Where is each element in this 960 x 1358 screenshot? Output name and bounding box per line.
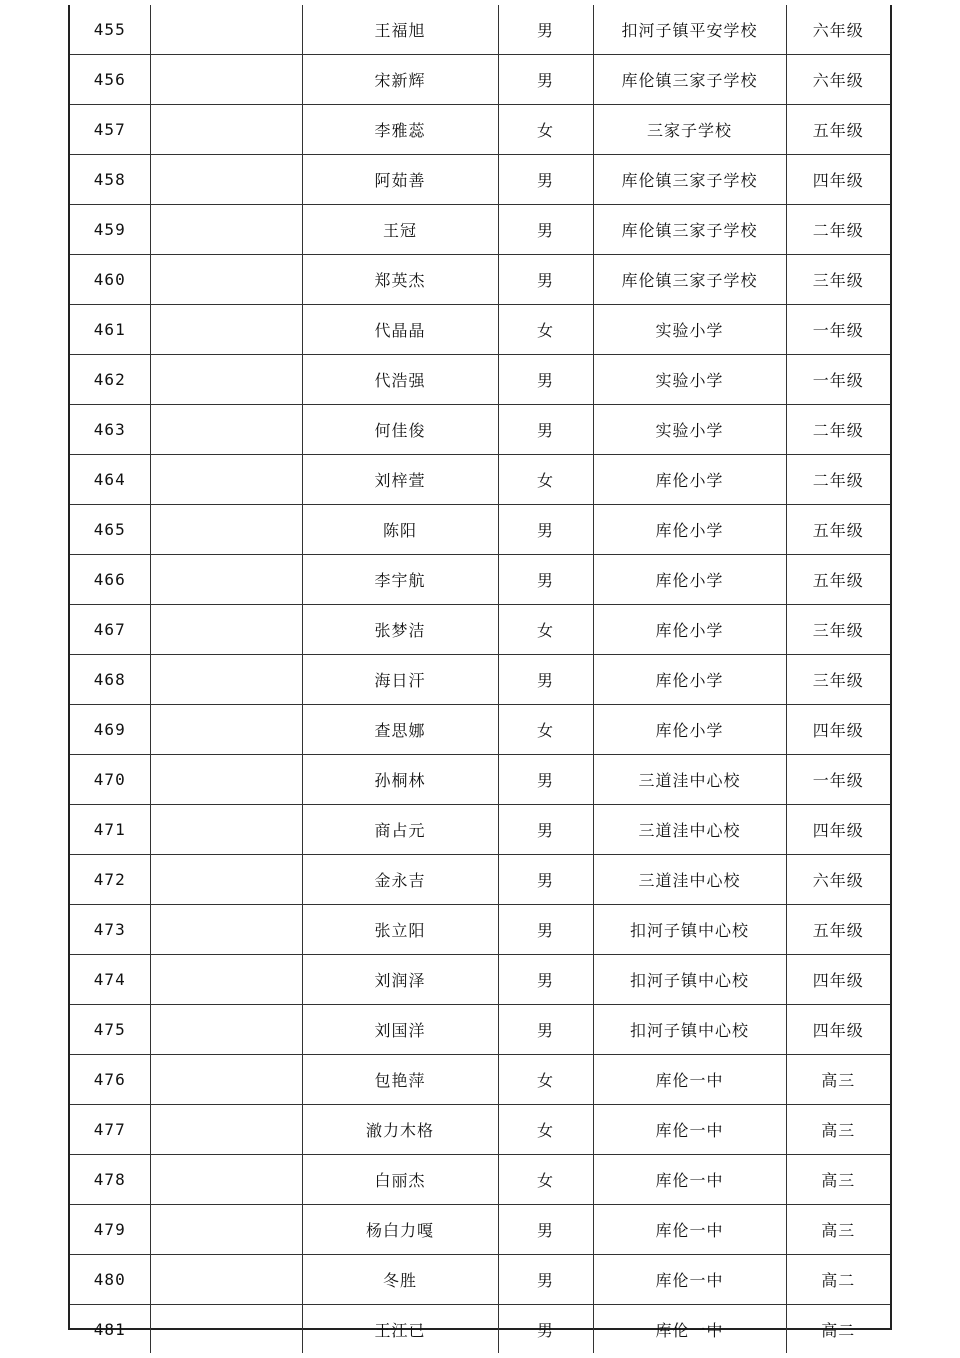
student-name: 阿茹善: [302, 155, 498, 205]
row-number: 478: [70, 1155, 150, 1205]
school-name: 实验小学: [593, 355, 786, 405]
school-name: 库伦小学: [593, 455, 786, 505]
school-name: 库伦一中: [593, 1255, 786, 1305]
row-number: 457: [70, 105, 150, 155]
student-name: 李宇航: [302, 555, 498, 605]
table-row: [70, 405, 890, 455]
student-gender: 女: [498, 455, 593, 505]
empty-category-cell: [150, 755, 302, 805]
grade-level: 高二: [786, 1255, 890, 1305]
grade-level: 五年级: [786, 505, 890, 555]
row-number: 472: [70, 855, 150, 905]
grade-level: 一年级: [786, 755, 890, 805]
empty-category-cell: [150, 405, 302, 455]
empty-category-cell: [150, 55, 302, 105]
student-name: 刘润泽: [302, 955, 498, 1005]
row-number: 455: [70, 5, 150, 55]
empty-category-cell: [150, 1305, 302, 1354]
empty-category-cell: [150, 505, 302, 555]
table-row: [70, 455, 890, 505]
empty-category-cell: [150, 205, 302, 255]
student-gender: 男: [498, 755, 593, 805]
student-name: 宋新辉: [302, 55, 498, 105]
grade-level: 三年级: [786, 655, 890, 705]
table-body: [70, 5, 890, 1353]
student-gender: 女: [498, 1155, 593, 1205]
table-row: [70, 905, 890, 955]
school-name: 库伦一中: [593, 1205, 786, 1255]
row-number: 461: [70, 305, 150, 355]
empty-category-cell: [150, 455, 302, 505]
table-row: [70, 1155, 890, 1205]
student-gender: 男: [498, 155, 593, 205]
grade-level: 二年级: [786, 205, 890, 255]
school-name: 库伦镇三家子学校: [593, 205, 786, 255]
grade-level: 六年级: [786, 5, 890, 55]
student-gender: 女: [498, 105, 593, 155]
student-gender: 男: [498, 1205, 593, 1255]
grade-level: 三年级: [786, 605, 890, 655]
student-name: 商占元: [302, 805, 498, 855]
grade-level: 高三: [786, 1055, 890, 1105]
row-number: 469: [70, 705, 150, 755]
table-row: [70, 355, 890, 405]
student-name: 海日汗: [302, 655, 498, 705]
table-row: [70, 105, 890, 155]
school-name: 三家子学校: [593, 105, 786, 155]
student-gender: 女: [498, 1055, 593, 1105]
grade-level: 五年级: [786, 555, 890, 605]
table-row: [70, 1255, 890, 1305]
grade-level: 五年级: [786, 105, 890, 155]
student-name: 包艳萍: [302, 1055, 498, 1105]
student-name: 代浩强: [302, 355, 498, 405]
grade-level: 六年级: [786, 855, 890, 905]
row-number: 456: [70, 55, 150, 105]
student-name: 澈力木格: [302, 1105, 498, 1155]
student-name: 刘国洋: [302, 1005, 498, 1055]
school-name: 三道洼中心校: [593, 755, 786, 805]
school-name: 库伦镇三家子学校: [593, 155, 786, 205]
student-gender: 女: [498, 1105, 593, 1155]
student-gender: 男: [498, 205, 593, 255]
student-gender: 男: [498, 55, 593, 105]
row-number: 470: [70, 755, 150, 805]
table-row: [70, 155, 890, 205]
row-number: 467: [70, 605, 150, 655]
row-number: 471: [70, 805, 150, 855]
table-row: [70, 555, 890, 605]
school-name: 库伦一中: [593, 1055, 786, 1105]
school-name: 库伦一中: [593, 1305, 786, 1354]
empty-category-cell: [150, 905, 302, 955]
empty-category-cell: [150, 5, 302, 55]
table-row: [70, 805, 890, 855]
grade-level: 六年级: [786, 55, 890, 105]
table-row: [70, 255, 890, 305]
school-name: 实验小学: [593, 305, 786, 355]
school-name: 库伦小学: [593, 505, 786, 555]
student-gender: 男: [498, 1005, 593, 1055]
student-name: 查思娜: [302, 705, 498, 755]
school-name: 扣河子镇中心校: [593, 955, 786, 1005]
row-number: 460: [70, 255, 150, 305]
student-name: 孙桐林: [302, 755, 498, 805]
empty-category-cell: [150, 855, 302, 905]
student-name: 杨白力嘎: [302, 1205, 498, 1255]
student-gender: 男: [498, 405, 593, 455]
row-number: 474: [70, 955, 150, 1005]
table-row: [70, 955, 890, 1005]
empty-category-cell: [150, 305, 302, 355]
grade-level: 五年级: [786, 905, 890, 955]
row-number: 477: [70, 1105, 150, 1155]
empty-category-cell: [150, 105, 302, 155]
empty-category-cell: [150, 605, 302, 655]
student-name: 张梦洁: [302, 605, 498, 655]
row-number: 480: [70, 1255, 150, 1305]
school-name: 扣河子镇中心校: [593, 905, 786, 955]
student-gender: 男: [498, 555, 593, 605]
student-gender: 男: [498, 805, 593, 855]
row-number: 475: [70, 1005, 150, 1055]
student-gender: 男: [498, 855, 593, 905]
table-row: [70, 1005, 890, 1055]
empty-category-cell: [150, 655, 302, 705]
student-gender: 男: [498, 5, 593, 55]
student-gender: 男: [498, 1255, 593, 1305]
student-name: 代晶晶: [302, 305, 498, 355]
student-gender: 男: [498, 505, 593, 555]
empty-category-cell: [150, 955, 302, 1005]
row-number: 468: [70, 655, 150, 705]
table-row: [70, 505, 890, 555]
school-name: 库伦镇三家子学校: [593, 55, 786, 105]
school-name: 扣河子镇平安学校: [593, 5, 786, 55]
empty-category-cell: [150, 1255, 302, 1305]
row-number: 479: [70, 1205, 150, 1255]
student-name: 金永吉: [302, 855, 498, 905]
school-name: 三道洼中心校: [593, 805, 786, 855]
table-row: [70, 205, 890, 255]
student-gender: 男: [498, 355, 593, 405]
row-number: 459: [70, 205, 150, 255]
school-name: 扣河子镇中心校: [593, 1005, 786, 1055]
grade-level: 高二: [786, 1305, 890, 1354]
grade-level: 高三: [786, 1155, 890, 1205]
school-name: 库伦小学: [593, 605, 786, 655]
table-row: [70, 1105, 890, 1155]
school-name: 库伦镇三家子学校: [593, 255, 786, 305]
row-number: 476: [70, 1055, 150, 1105]
empty-category-cell: [150, 705, 302, 755]
empty-category-cell: [150, 1005, 302, 1055]
grade-level: 三年级: [786, 255, 890, 305]
table-row: [70, 755, 890, 805]
empty-category-cell: [150, 555, 302, 605]
empty-category-cell: [150, 1105, 302, 1155]
student-gender: 女: [498, 705, 593, 755]
student-gender: 女: [498, 605, 593, 655]
student-gender: 男: [498, 255, 593, 305]
table-row: [70, 655, 890, 705]
school-name: 库伦小学: [593, 555, 786, 605]
student-name: 李雅蕊: [302, 105, 498, 155]
grade-level: 高三: [786, 1105, 890, 1155]
row-number: 481: [70, 1305, 150, 1354]
table-row: [70, 1305, 890, 1354]
empty-category-cell: [150, 805, 302, 855]
student-name: 陈阳: [302, 505, 498, 555]
school-name: 库伦一中: [593, 1155, 786, 1205]
empty-category-cell: [150, 1205, 302, 1255]
student-name: 王江已: [302, 1305, 498, 1354]
row-number: 462: [70, 355, 150, 405]
empty-category-cell: [150, 1155, 302, 1205]
student-gender: 男: [498, 655, 593, 705]
school-name: 库伦小学: [593, 655, 786, 705]
grade-level: 二年级: [786, 405, 890, 455]
empty-category-cell: [150, 355, 302, 405]
student-roster-table: [70, 5, 890, 1353]
row-number: 465: [70, 505, 150, 555]
empty-category-cell: [150, 155, 302, 205]
empty-category-cell: [150, 255, 302, 305]
student-gender: 男: [498, 955, 593, 1005]
table-row: [70, 605, 890, 655]
grade-level: 四年级: [786, 705, 890, 755]
school-name: 库伦一中: [593, 1105, 786, 1155]
table-row: [70, 1055, 890, 1105]
student-name: 王福旭: [302, 5, 498, 55]
grade-level: 四年级: [786, 155, 890, 205]
student-name: 何佳俊: [302, 405, 498, 455]
table-row: [70, 55, 890, 105]
student-name: 王冠: [302, 205, 498, 255]
row-number: 463: [70, 405, 150, 455]
row-number: 466: [70, 555, 150, 605]
school-name: 三道洼中心校: [593, 855, 786, 905]
table-row: [70, 855, 890, 905]
table-row: [70, 5, 890, 55]
student-name: 白丽杰: [302, 1155, 498, 1205]
table-row: [70, 705, 890, 755]
grade-level: 四年级: [786, 805, 890, 855]
grade-level: 一年级: [786, 355, 890, 405]
empty-category-cell: [150, 1055, 302, 1105]
grade-level: 四年级: [786, 955, 890, 1005]
roster-sheet: [68, 5, 892, 1340]
student-gender: 男: [498, 905, 593, 955]
student-name: 郑英杰: [302, 255, 498, 305]
student-gender: 男: [498, 1305, 593, 1354]
grade-level: 四年级: [786, 1005, 890, 1055]
grade-level: 高三: [786, 1205, 890, 1255]
table-row: [70, 1205, 890, 1255]
school-name: 实验小学: [593, 405, 786, 455]
student-name: 刘梓萱: [302, 455, 498, 505]
student-gender: 女: [498, 305, 593, 355]
grade-level: 二年级: [786, 455, 890, 505]
row-number: 458: [70, 155, 150, 205]
student-name: 张立阳: [302, 905, 498, 955]
row-number: 464: [70, 455, 150, 505]
school-name: 库伦小学: [593, 705, 786, 755]
table-row: [70, 305, 890, 355]
row-number: 473: [70, 905, 150, 955]
student-name: 冬胜: [302, 1255, 498, 1305]
grade-level: 一年级: [786, 305, 890, 355]
